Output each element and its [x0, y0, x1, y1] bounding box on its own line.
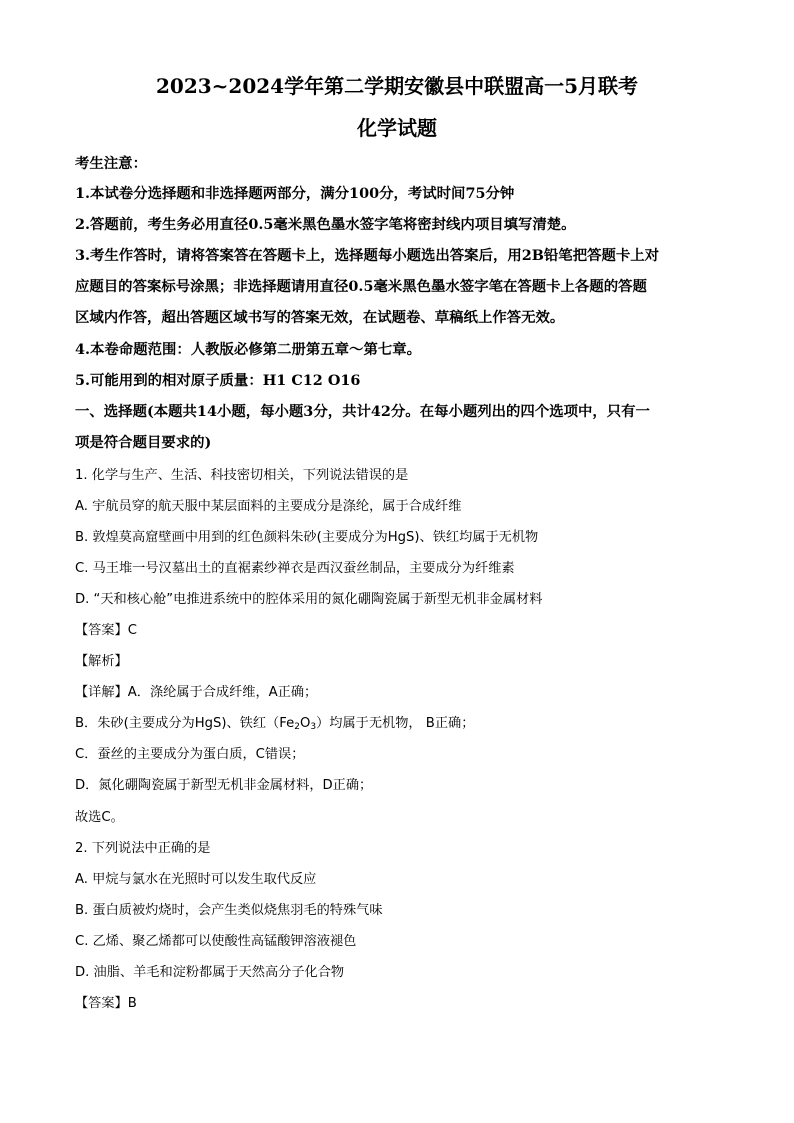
- q1-detail-a: 【详解】A．涤纶属于合成纤维，A正确；: [75, 685, 318, 700]
- q2-option-b: B. 蛋白质被灼烧时，会产生类似烧焦羽毛的特殊气味: [75, 903, 383, 918]
- q1-detail-b-sub-2: 3: [310, 722, 317, 732]
- q1-detail-b-sub-1: 2: [294, 722, 300, 732]
- notice-item-4: 4.本卷命题范围：人教版必修第二册第五章～第七章。: [75, 341, 422, 358]
- q2-option-c: C. 乙烯、聚乙烯都可以使酸性高锰酸钾溶液褪色: [75, 934, 357, 949]
- notice-item-1: 1.本试卷分选择题和非选择题两部分，满分100分，考试时间75分钟: [75, 185, 515, 202]
- notice-item-2: 2.答题前，考生务必用直径0.5毫米黑色墨水签字笔将密封线内项目填写清楚。: [75, 216, 576, 233]
- notice-heading: 考生注意：: [75, 155, 147, 172]
- q1-detail-b-post: ）均属于无机物， B正确；: [316, 716, 475, 731]
- q1-detail-c: C．蚕丝的主要成分为蛋白质，C错误；: [75, 747, 305, 762]
- notice-item-3-line-1: 3.考生作答时，请将答案答在答题卡上，选择题每小题选出答案后，用2B铅笔把答题卡上对: [75, 247, 660, 264]
- q1-option-d: D. “天和核心舱”电推进系统中的腔体采用的氮化硼陶瓷属于新型无机非金属材料: [75, 592, 543, 607]
- q1-detail-b-mid: O: [299, 716, 311, 731]
- q1-conclusion: 故选C。: [75, 810, 124, 825]
- exam-subtitle: 化学试题: [357, 116, 437, 140]
- q2-option-d: D. 油脂、羊毛和淀粉都属于天然高分子化合物: [75, 965, 345, 980]
- exam-title: 2023~2024学年第二学期安徽县中联盟高一5月联考: [155, 74, 638, 98]
- q1-stem: 1. 化学与生产、生活、科技密切相关，下列说法错误的是: [75, 468, 409, 483]
- q1-option-c: C. 马王堆一号汉墓出土的直裾素纱禅衣是西汉蚕丝制品，主要成分为纤维素: [75, 561, 515, 576]
- section-1-heading-line-2: 项是符合题目要求的): [75, 434, 212, 451]
- q1-answer: 【答案】C: [75, 623, 137, 638]
- notice-item-3-line-3: 区域内作答，超出答题区域书写的答案无效，在试题卷、草稿纸上作答无效。: [75, 309, 565, 326]
- q1-detail-d: D．氮化硼陶瓷属于新型无机非金属材料，D正确；: [75, 778, 373, 793]
- q2-stem: 2. 下列说法中正确的是: [75, 841, 211, 856]
- q1-option-a: A. 宇航员穿的航天服中某层面料的主要成分是涤纶，属于合成纤维: [75, 499, 462, 514]
- section-1-heading-line-1: 一、选择题(本题共14小题，每小题3分，共计42分。在每小题列出的四个选项中，只有一: [75, 403, 650, 420]
- notice-item-3-line-2: 应题目的答案标号涂黑；非选择题请用直径0.5毫米黑色墨水签字笔在答题卡上各题的答题: [75, 278, 647, 295]
- q2-answer: 【答案】B: [75, 996, 137, 1011]
- q1-detail-b: [75, 712, 474, 732]
- q2-option-a: A. 甲烷与氯水在光照时可以发生取代反应: [75, 872, 317, 887]
- q1-analysis-label: 【解析】: [75, 654, 128, 669]
- notice-item-5: 5.可能用到的相对原子质量：H1 C12 O16: [75, 372, 361, 389]
- q1-option-b: B. 敦煌莫高窟壁画中用到的红色颜料朱砂(主要成分为HgS)、铁红均属于无机物: [75, 530, 539, 545]
- q1-detail-b-pre: B．朱砂(主要成分为HgS)、铁红（Fe: [75, 716, 295, 731]
